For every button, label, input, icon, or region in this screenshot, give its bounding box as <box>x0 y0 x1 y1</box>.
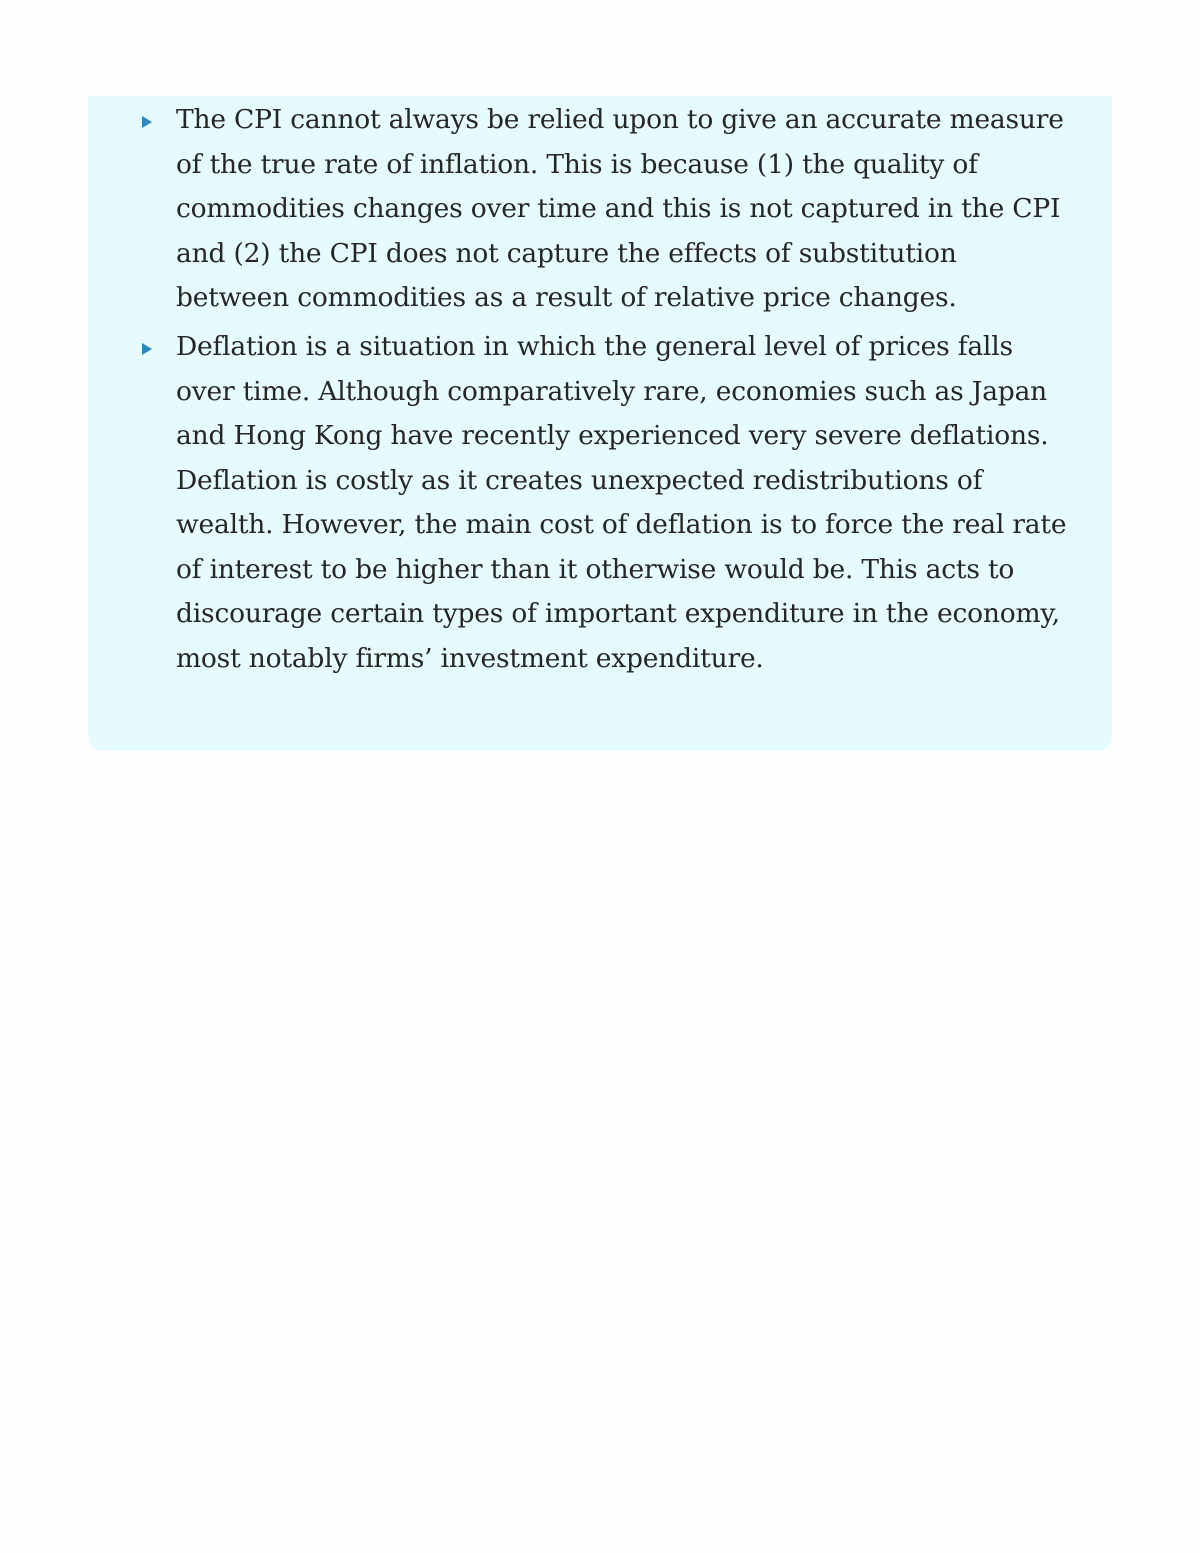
bullet-text: Deflation is a situation in which the general level of prices falls over time. Although comparatively rare, economies such as Japan and Hong Kong have recently experienced very severe deflations. Deflation is costly as it creates unexpected redistributions of wealth. However, the main cost of deflation is to force the real rate of interest to be higher than it otherwise would be. This acts to discourage certain types of important expenditure in the economy, most notably firms’ investment expenditure. <box>176 331 1067 674</box>
triangle-right-icon <box>142 116 152 128</box>
list-item <box>176 325 1076 681</box>
triangle-right-icon <box>142 343 152 355</box>
list-item <box>176 98 1076 321</box>
summary-box <box>88 96 1112 751</box>
bullet-text: The CPI cannot always be relied upon to give an accurate measure of the true rate of inflation. This is because (1) the quality of commodities changes over time and this is not captured in the CPI and (2) the CPI does not capture the effects of substitution between commodities as a result of relative price changes. <box>176 104 1064 313</box>
